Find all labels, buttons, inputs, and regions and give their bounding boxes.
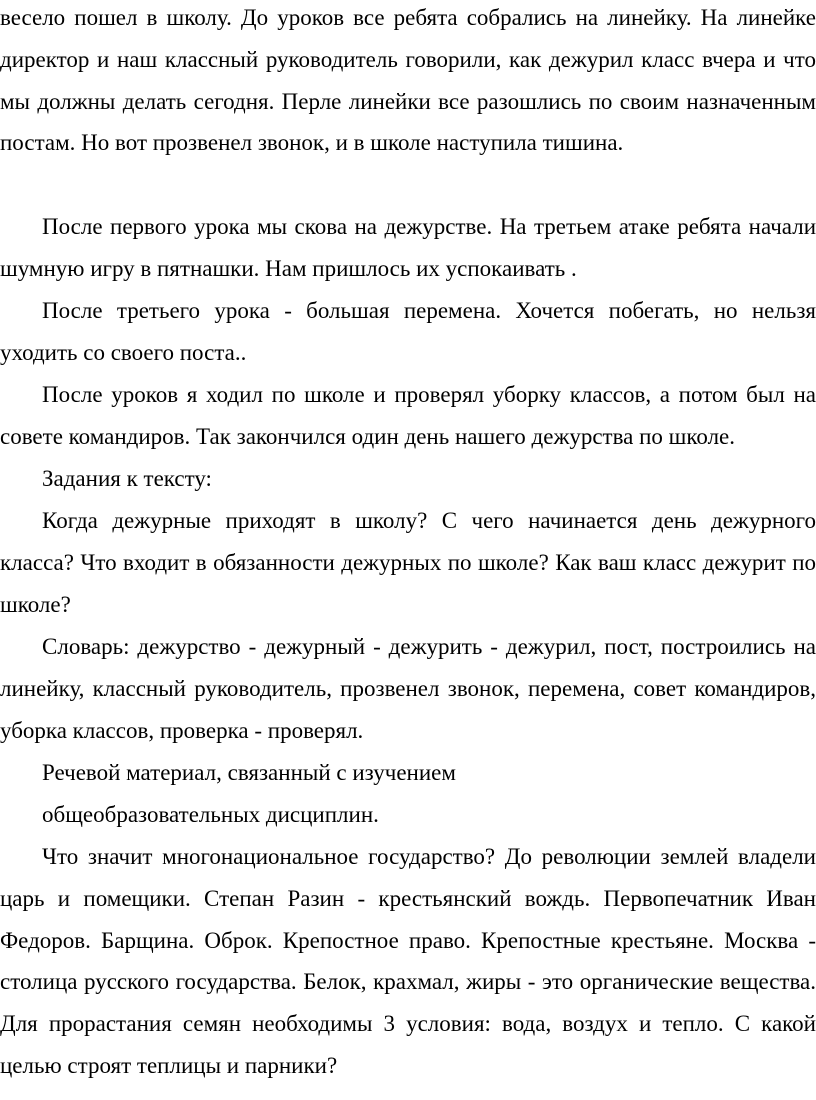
paragraph-questions: Когда дежурные приходят в школу? С чего начинается день дежурного класса? Что входит в обязанности дежурных по школе? Как ваш класс дежурит по школе? bbox=[0, 508, 816, 617]
paragraph-school-morning: весело пошел в школу. До уроков все ребята собрались на линейку. На линейке директор и наш классный руководитель говорили, как дежурил класс вчера и что мы должны делать сегодня. Перле линейки все разошлись по своим назначенным постам. Но вот прозвенел звонок, и в школе наступила тишина. bbox=[0, 5, 816, 156]
paragraph-tasks-heading: Задания к тексту: bbox=[42, 466, 212, 491]
paragraph-speech-material: Речевой материал, связанный с изучением bbox=[42, 760, 456, 785]
paragraph-after-lessons: После уроков я ходил по школе и проверял уборку классов, а потом был на совете командиров. Так закончился один день нашего дежурства по школе. bbox=[0, 382, 816, 449]
paragraph-general-knowledge: Что значит многонациональное государство? До революции землей владели царь и помещики. Степан Разин - крестьянский вождь. Первопечатник Иван Федоров. Барщина. Оброк. Крепостное право. Крепостные крестьяне. Москва - столица русского государства. Белок, крахмал, жиры - это органические вещества. Для прорастания семян необходимы 3 условия: вода, воздух и тепло. С какой целью строят теплицы и парники? bbox=[0, 844, 816, 1078]
paragraph-big-break: После третьего урока - большая перемена. Хочется побегать, но нельзя уходить со своего поста.. bbox=[0, 298, 816, 365]
paragraph-disciplines: общеобразовательных дисциплин. bbox=[42, 802, 379, 827]
paragraph-first-lesson: После первого урока мы скова на дежурстве. На третьем атаке ребята начали шумную игру в пятнашки. Нам пришлось их успокаивать . bbox=[0, 214, 816, 281]
paragraph-vocabulary: Словарь: дежурство - дежурный - дежурить - дежурил, пост, построились на линейку, классный руководитель, прозвенел звонок, перемена, совет командиров, уборка классов, проверка - проверял. bbox=[0, 634, 816, 743]
